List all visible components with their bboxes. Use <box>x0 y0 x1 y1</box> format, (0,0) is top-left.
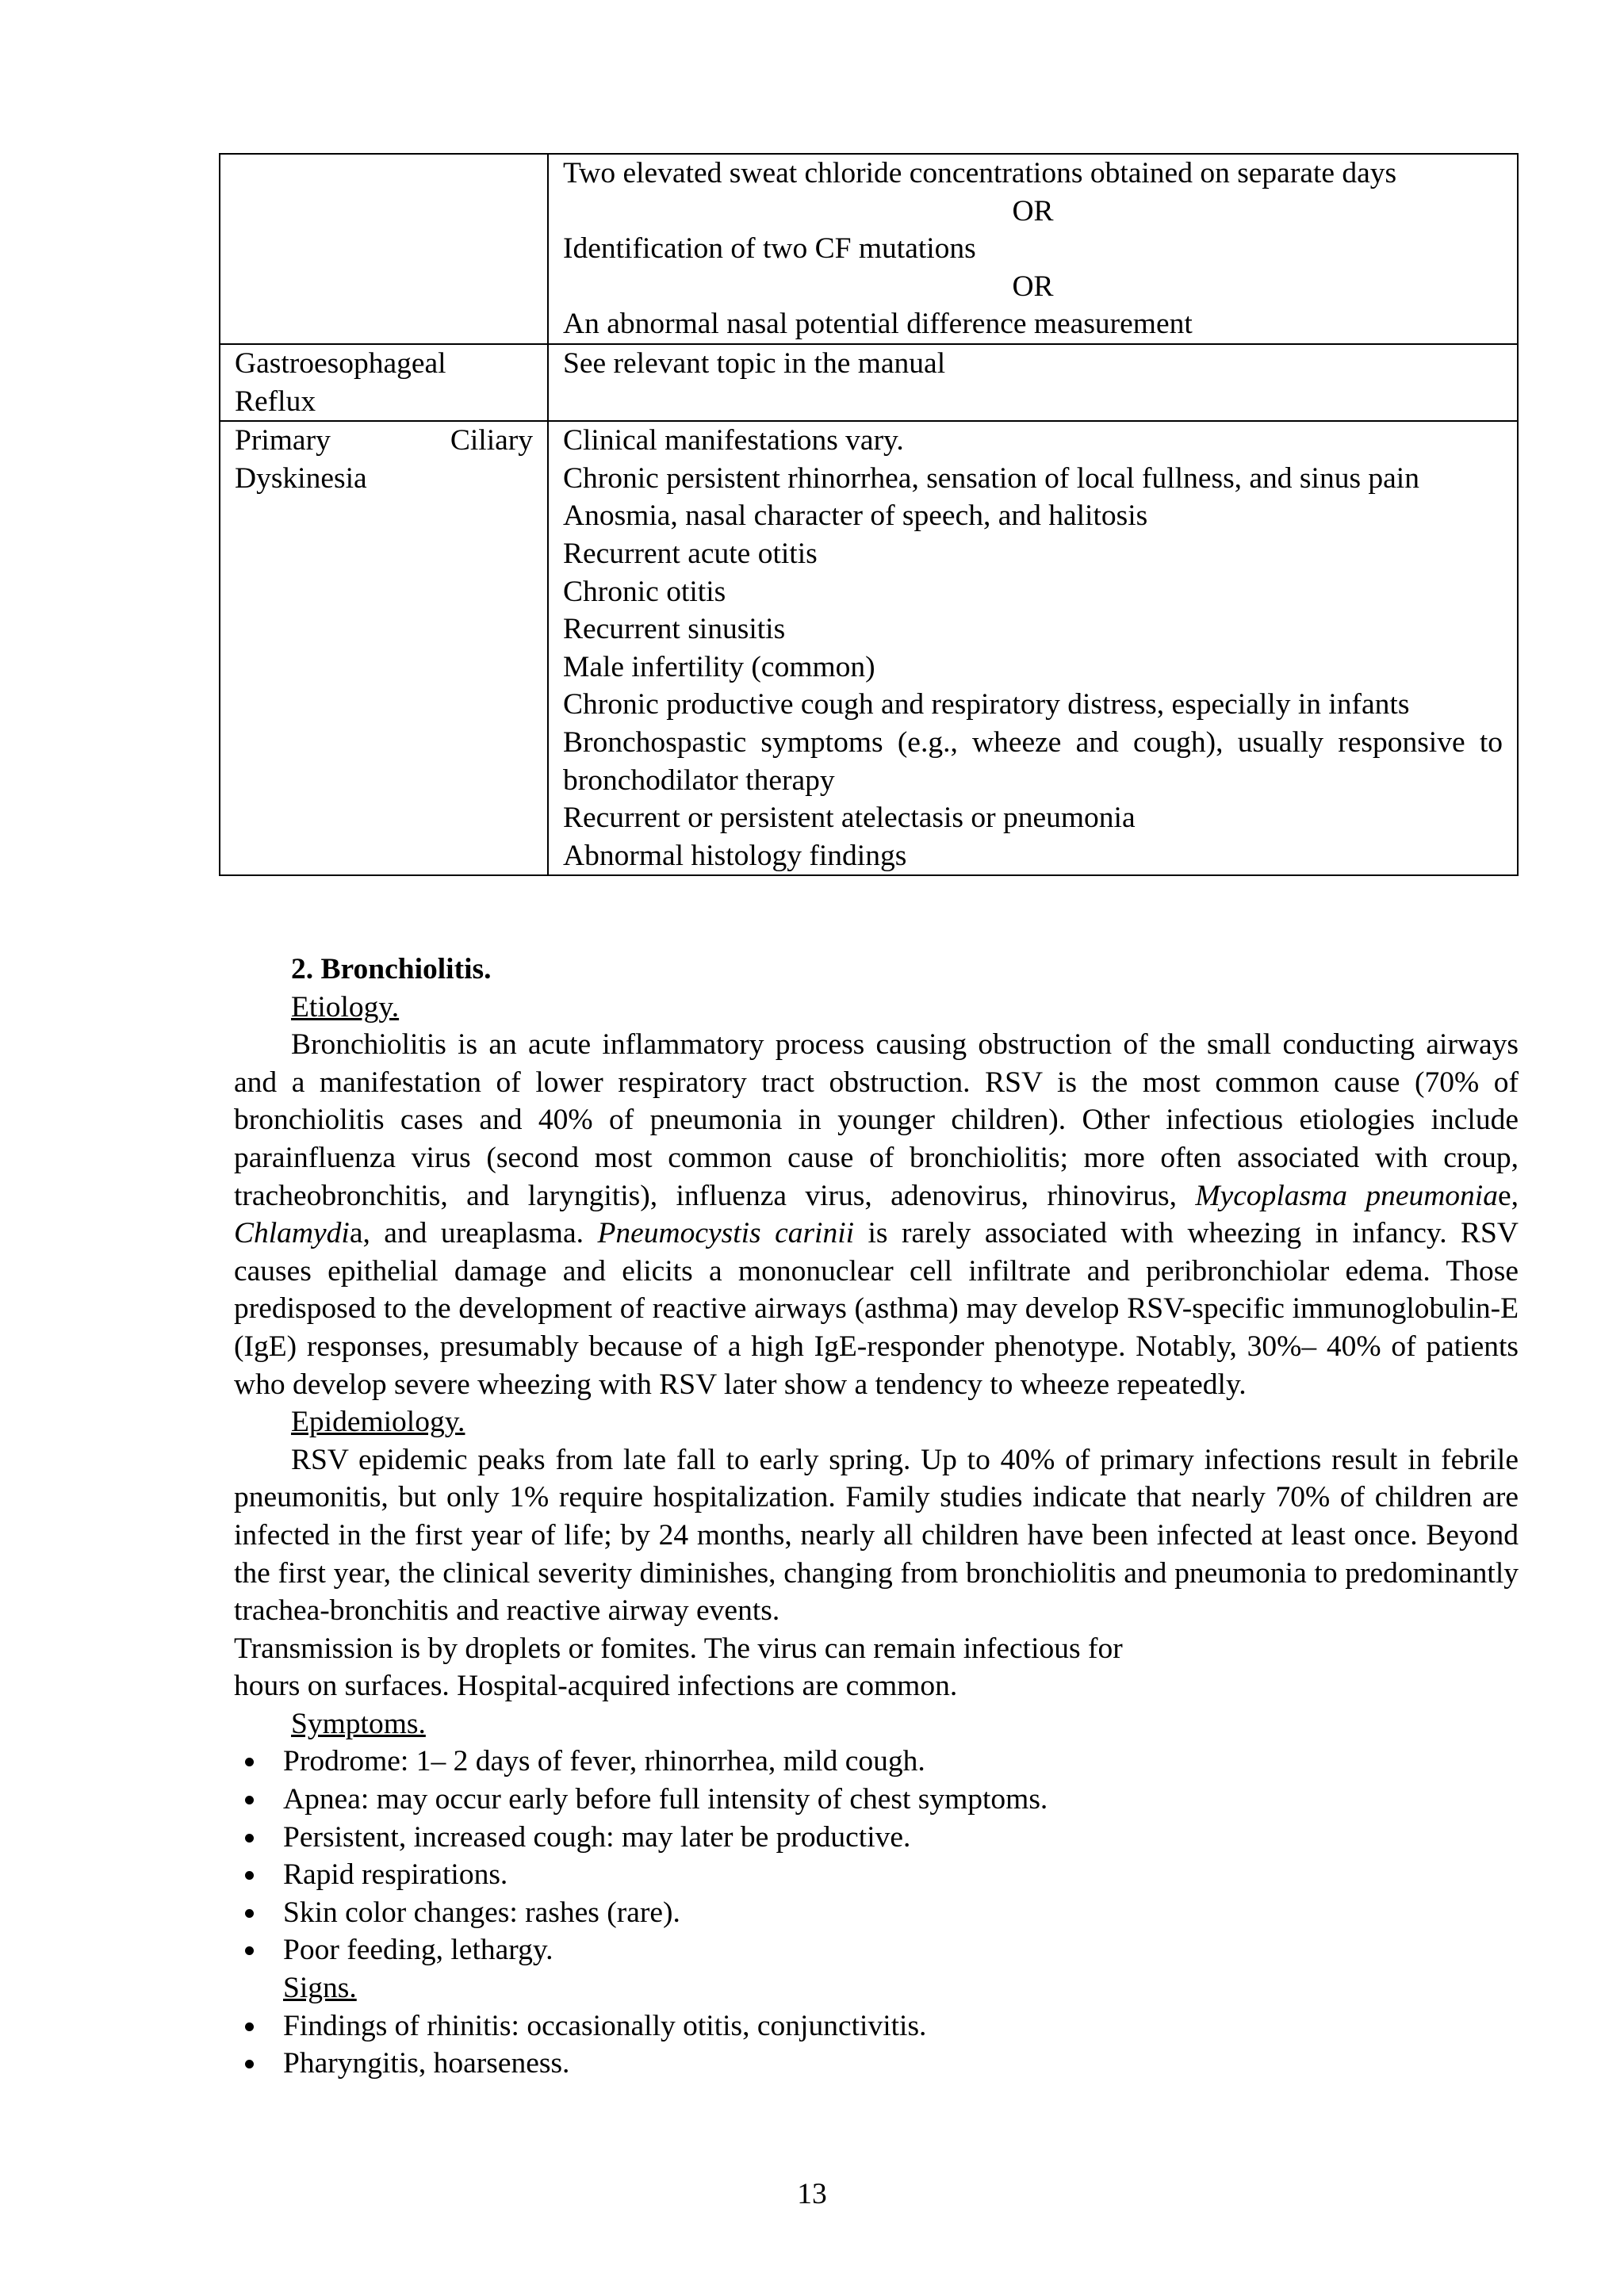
table-line-or: OR <box>1012 194 1054 228</box>
page-number: 13 <box>797 2178 827 2210</box>
table-row <box>220 154 1518 344</box>
bullet-icon <box>245 1946 254 1955</box>
epidemiology-subheading: Epidemiology. <box>291 1406 465 1439</box>
etiology-paragraph <box>234 1026 1519 1403</box>
list-item-text: Skin color changes: rashes (rare). <box>283 1896 680 1929</box>
table-line: Two elevated sweat chloride concentrations obtained on separate days <box>563 157 1397 189</box>
list-item-text: Findings of rhinitis: occasionally otitis, conjunctivitis. <box>283 2009 927 2042</box>
bullet-icon <box>245 1758 254 1766</box>
epidemiology-line: Transmission is by droplets or fomites. The virus can remain infectious for <box>234 1632 1123 1665</box>
bullet-icon <box>245 2022 254 2031</box>
text-run: Bronchiolitis is an acute inflammatory process causing obstruction of the small conducting airways and a manifestation of lower respiratory tract obstruction. RSV is the most common cause (70% of bronchiolitis cases and 40% of pneumonia in younger children). Other infectious etiologies include parainfluenza virus (second most common cause of bronchiolitis; more often associated with croup, tracheobronchitis, and laryngitis), influenza virus, adenovirus, rhinovirus, <box>234 1028 1519 1212</box>
signs-subheading: Signs. <box>283 1972 357 2005</box>
table-line-or: OR <box>1012 270 1054 303</box>
text-run: is rarely associated with wheezing in infancy. RSV causes epithelial damage and elicits a mononuclear cell infiltrate and peribronchiolar edema. Those predisposed to the development of reactive airways (asthma) may develop RSV-specific immunoglobulin-E (IgE) responses, presumably because of a high IgE-responder phenotype. Notably, 30%– 40% of patients who develop severe wheezing with RSV later show a tendency to wheeze repeatedly. <box>234 1217 1519 1401</box>
table-line: Male infertility (common) <box>563 650 875 683</box>
list-item <box>234 1931 1519 1969</box>
differential-diagnosis-table <box>219 153 1519 876</box>
table-label-line: Gastroesophageal <box>235 346 446 380</box>
table-line: Bronchospastic symptoms (e.g., wheeze and cough), usually responsive to bronchodilator therapy <box>563 725 1503 797</box>
text-run: a, and ureaplasma. <box>349 1217 598 1250</box>
table-cell-label <box>220 344 548 421</box>
italic-term: Chlamydi <box>234 1217 350 1250</box>
bullet-icon <box>245 1909 254 1918</box>
table-line: Recurrent sinusitis <box>563 613 786 646</box>
symptoms-subheading: Symptoms. <box>291 1707 426 1740</box>
list-item-text: Apnea: may occur early before full intensity of chest symptoms. <box>283 1783 1048 1816</box>
epidemiology-line: hours on surfaces. Hospital-acquired infections are common. <box>234 1670 958 1703</box>
bronchiolitis-section <box>234 951 1519 2083</box>
list-item <box>234 1819 1519 1857</box>
bullet-icon <box>245 1796 254 1804</box>
italic-term: Mycoplasma pneumonia <box>1195 1179 1498 1212</box>
table-row <box>220 421 1518 875</box>
symptoms-list <box>234 1743 1519 1969</box>
table-cell-content <box>548 421 1518 875</box>
list-item-text: Prodrome: 1– 2 days of fever, rhinorrhea, mild cough. <box>283 1745 925 1778</box>
list-item-text: Poor feeding, lethargy. <box>283 1934 553 1967</box>
table-line: Chronic productive cough and respiratory distress, especially in infants <box>563 688 1410 721</box>
bullet-icon <box>245 1871 254 1880</box>
text-run: e, <box>1497 1179 1519 1212</box>
table-line: An abnormal nasal potential difference measurement <box>563 308 1193 341</box>
table-row <box>220 344 1518 421</box>
list-item <box>234 1743 1519 1781</box>
epidemiology-paragraph: RSV epidemic peaks from late fall to early spring. Up to 40% of primary infections result in febrile pneumonitis, but only 1% require hospitalization. Family studies indicate that nearly 70% of children are infected in the first year of life; by 24 months, nearly all children have been infected at least once. Beyond the first year, the clinical severity diminishes, changing from bronchiolitis and pneumonia to predominantly trachea-bronchitis and reactive airway events. <box>234 1443 1519 1628</box>
list-item <box>234 1894 1519 1932</box>
list-item <box>234 1781 1519 1819</box>
table-line: Recurrent or persistent atelectasis or pneumonia <box>563 802 1136 835</box>
table-label-line: Primary Ciliary <box>235 424 533 457</box>
bullet-icon <box>245 2060 254 2068</box>
table-line: Identification of two CF mutations <box>563 232 976 266</box>
table-line: Clinical manifestations vary. <box>563 424 904 457</box>
table-label-line: Reflux <box>235 385 316 418</box>
list-item-text: Rapid respirations. <box>283 1858 508 1892</box>
signs-list <box>234 2007 1519 2083</box>
table-cell-content <box>548 344 1518 421</box>
list-item <box>234 1856 1519 1894</box>
table-label-line: Dyskinesia <box>235 461 367 495</box>
table-line: Recurrent acute otitis <box>563 537 818 570</box>
list-item-text: Persistent, increased cough: may later be productive. <box>283 1820 911 1854</box>
table-line: Chronic persistent rhinorrhea, sensation of local fullness, and sinus pain <box>563 461 1419 495</box>
table-line: See relevant topic in the manual <box>563 346 946 380</box>
table-cell-label <box>220 154 548 344</box>
etiology-subheading: Etiology. <box>291 990 400 1024</box>
italic-term: Pneumocystis carinii <box>597 1217 855 1250</box>
list-item <box>234 2045 1519 2083</box>
list-item-text: Pharyngitis, hoarseness. <box>283 2047 570 2080</box>
bullet-icon <box>245 1834 254 1843</box>
table-cell-label <box>220 421 548 875</box>
section-heading: 2. Bronchiolitis. <box>291 953 492 985</box>
table-line: Abnormal histology findings <box>563 839 907 872</box>
table-line: Chronic otitis <box>563 575 726 608</box>
table-cell-content <box>548 154 1518 344</box>
list-item <box>234 2007 1519 2045</box>
table-line: Anosmia, nasal character of speech, and halitosis <box>563 499 1148 533</box>
